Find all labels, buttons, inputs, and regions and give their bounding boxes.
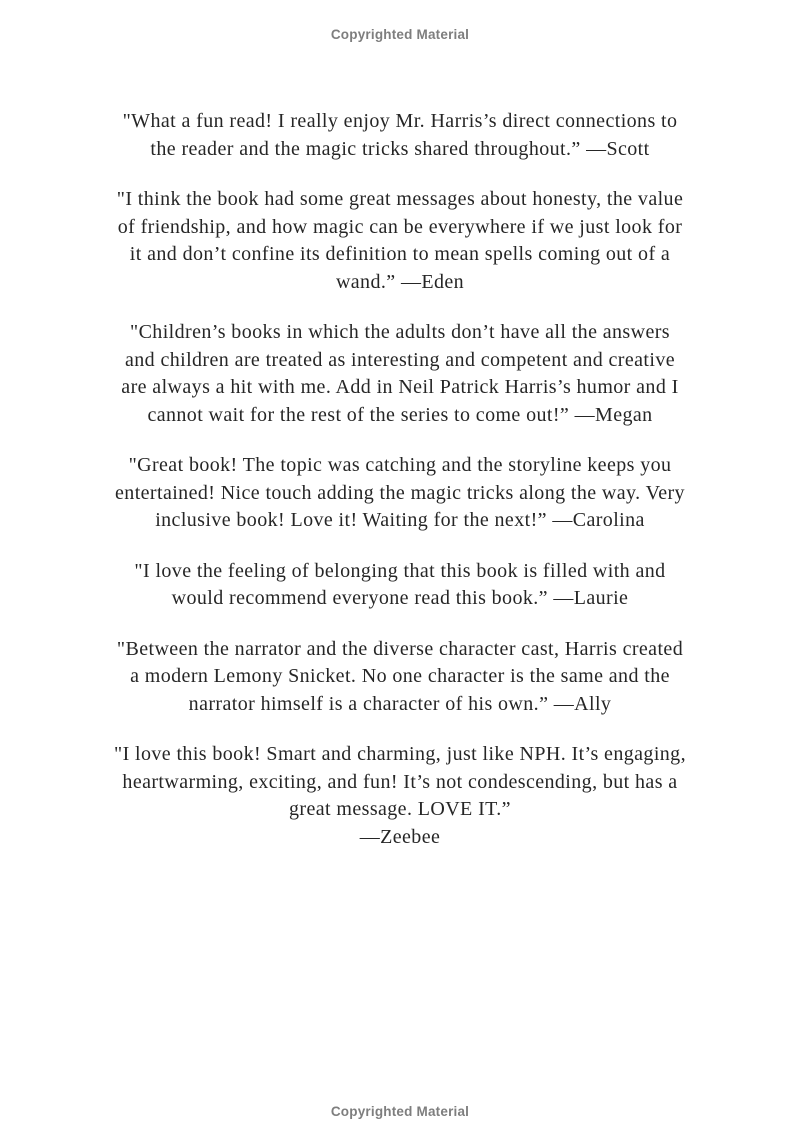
praise-quotes-section: [114, 108, 686, 874]
quote-text: "Children’s books in which the adults don’t have all the answers and children are treated as interesting and competent and creative are always a hit with me. Add in Neil Patrick Harris’s humor and I cannot wait for the rest of the series to come out!”: [121, 321, 679, 426]
quote-attribution: —Zeebee: [359, 825, 441, 848]
review-quote: [114, 558, 686, 613]
quote-attribution: —Ally: [553, 692, 612, 715]
copyright-notice-bottom: Copyrighted Material: [330, 1104, 470, 1119]
quote-attribution: —Eden: [400, 270, 465, 293]
review-quote: [114, 108, 686, 163]
review-quote: [114, 319, 686, 429]
copyright-notice-top: Copyrighted Material: [330, 27, 470, 42]
quote-attribution: —Carolina: [552, 509, 645, 531]
quote-text: "Great book! The topic was catching and the storyline keeps you entertained! Nice touch adding the magic tricks along the way. Very inclusive book! Love it! Waiting for the next!”: [115, 454, 685, 531]
review-quote: [114, 741, 686, 851]
quote-text: "I love the feeling of belonging that this book is filled with and would recommend everyone read this book.”: [134, 559, 666, 609]
quote-text: "I think the book had some great messages about honesty, the value of friendship, and how magic can be everywhere if we just look for it and don’t confine its definition to mean spells coming out of a wand.”: [116, 188, 684, 293]
review-quote: [114, 452, 686, 535]
review-quote: [114, 636, 686, 719]
quote-attribution: —Megan: [574, 403, 653, 426]
quote-text: "What a fun read! I really enjoy Mr. Harris’s direct connections to the reader and the magic tricks shared throughout.”: [122, 110, 678, 160]
quote-attribution: —Scott: [586, 137, 650, 160]
quote-text: "I love this book! Smart and charming, just like NPH. It’s engaging, heartwarming, exciting, and fun! It’s not condescending, but has a great message. LOVE IT.”: [114, 743, 686, 820]
quote-attribution: —Laurie: [553, 587, 629, 609]
quote-text: "Between the narrator and the diverse character cast, Harris created a modern Lemony Snicket. No one character is the same and the narrator himself is a character of his own.”: [116, 637, 684, 715]
review-quote: [114, 186, 686, 296]
